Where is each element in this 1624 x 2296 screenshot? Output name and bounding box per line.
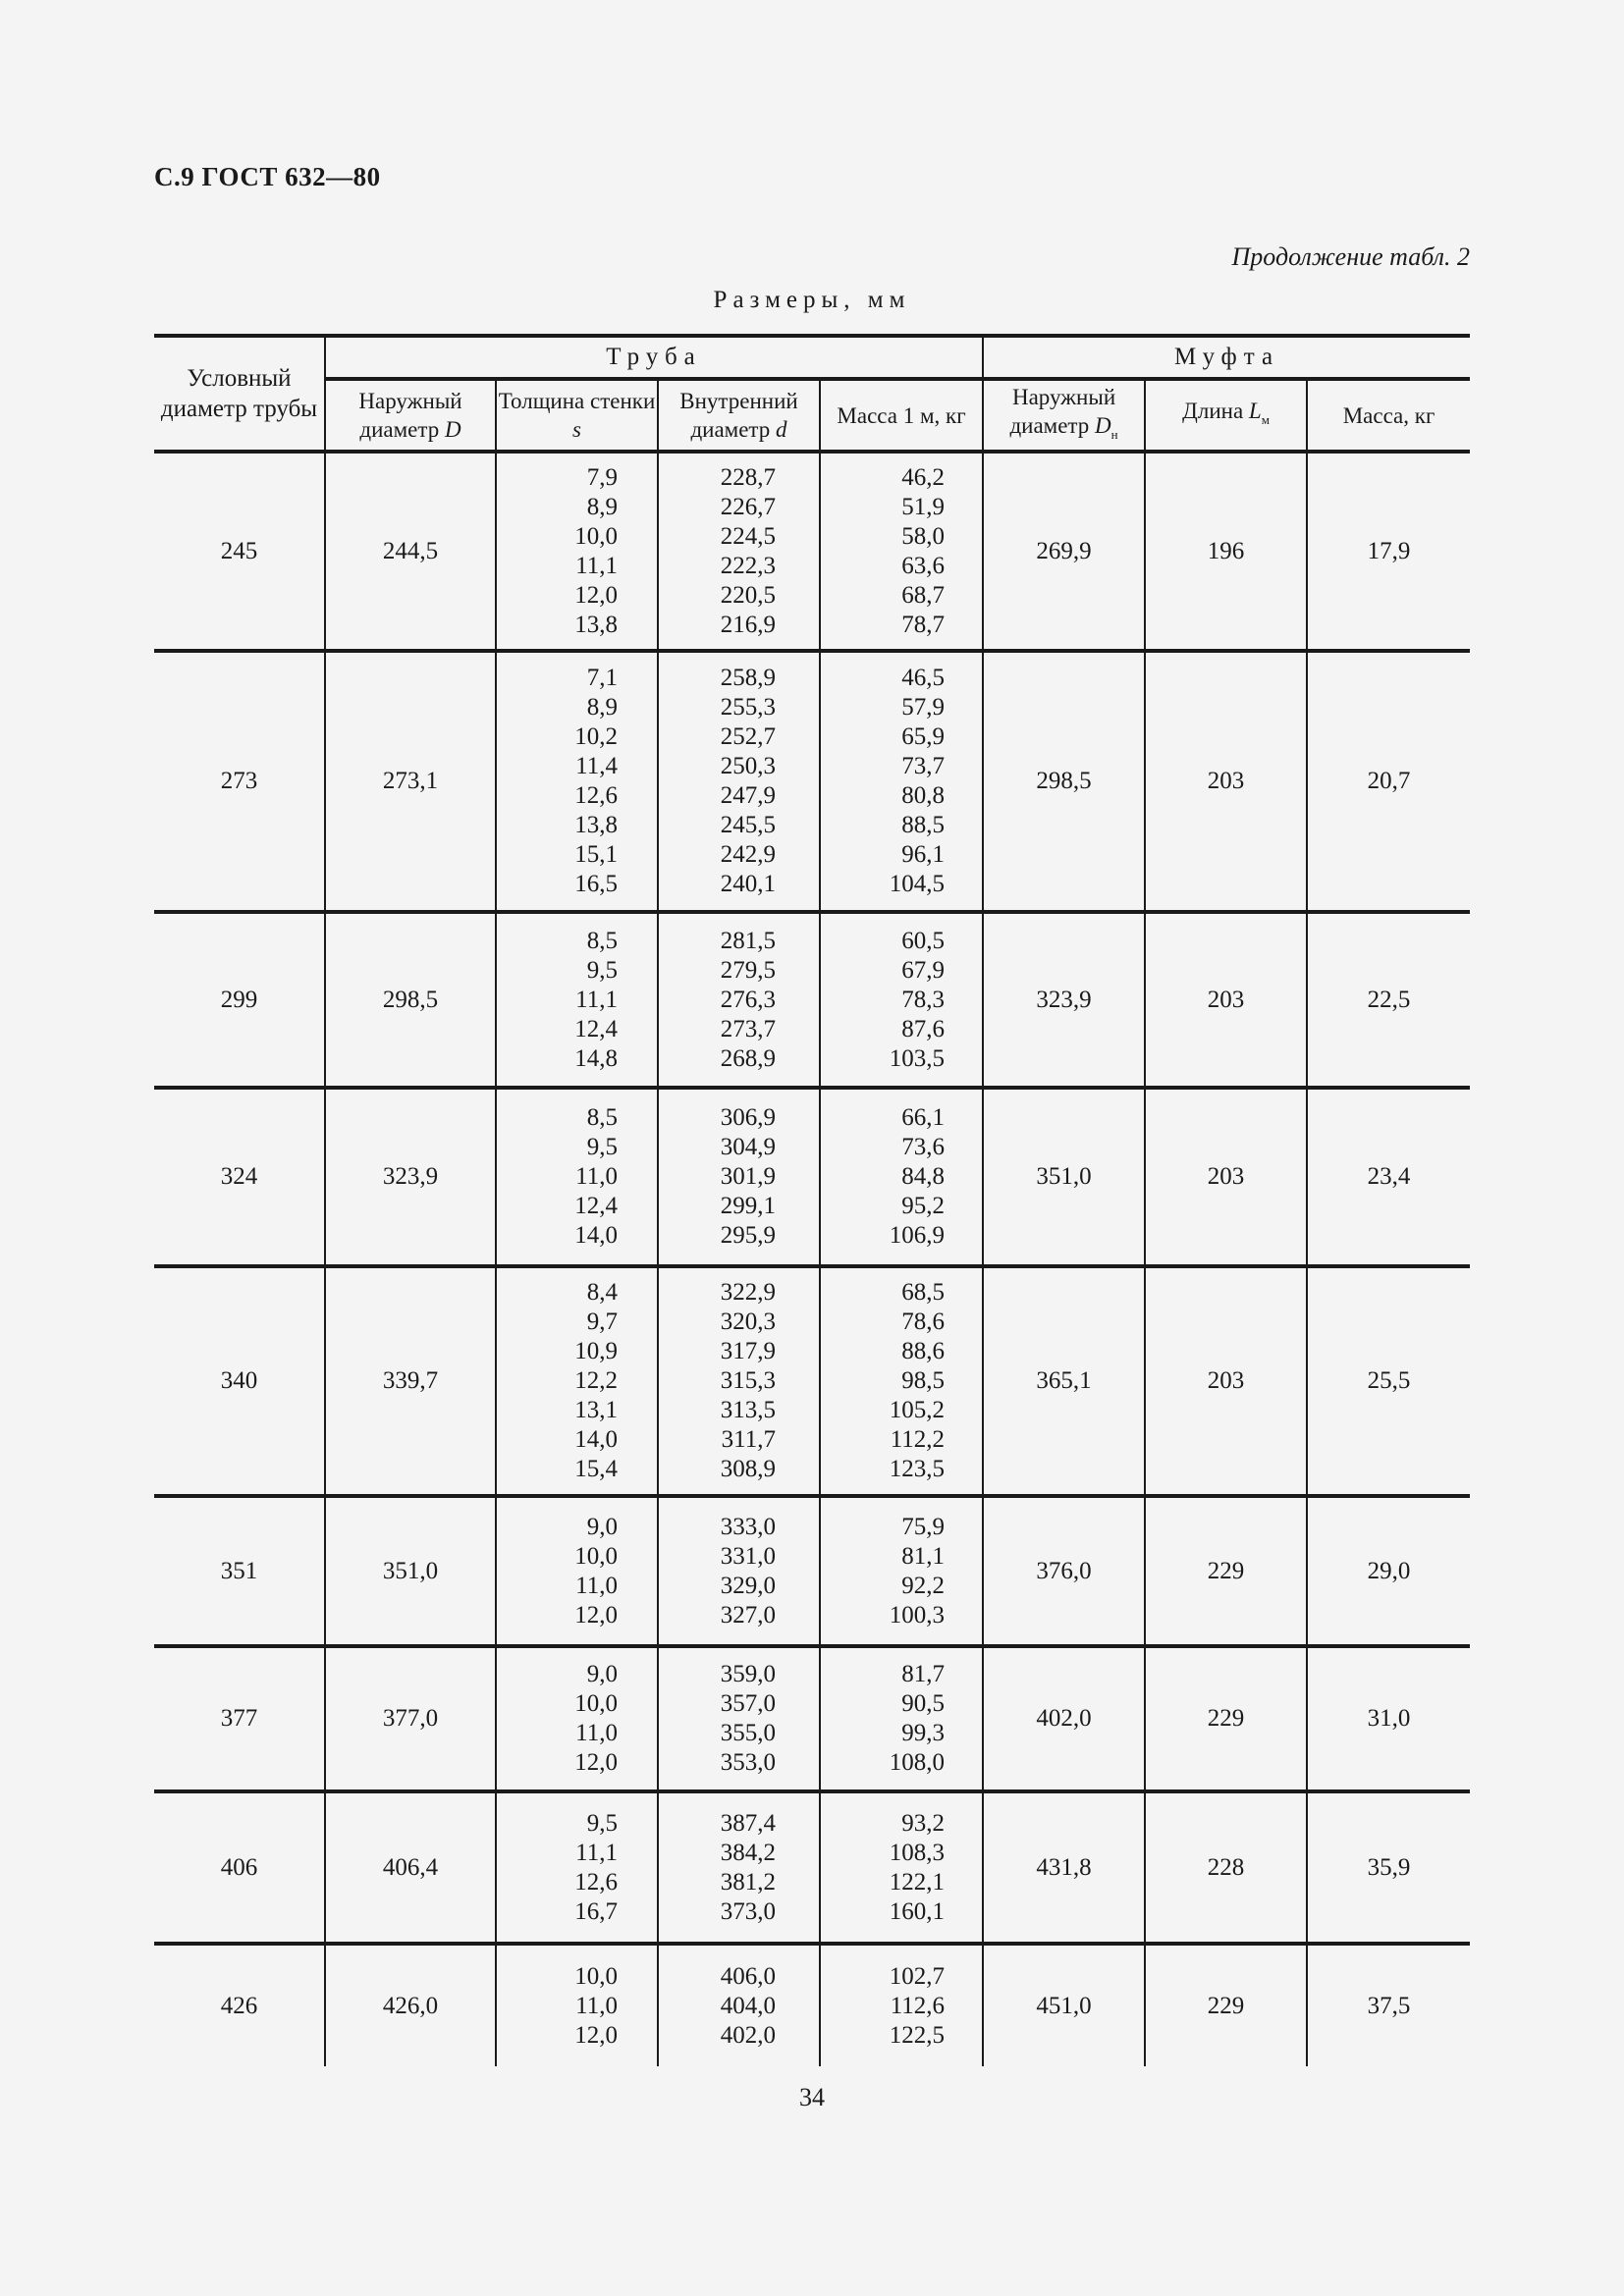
cell-inner-diameter-value: 224,5 — [720, 522, 776, 550]
cell-inner-diameter — [658, 651, 820, 912]
cell-coupling-mass: 23,4 — [1307, 1088, 1470, 1266]
cell-inner-diameter-value: 329,0 — [720, 1572, 776, 1599]
cell-wall-thickness — [496, 1496, 658, 1646]
cell-inner-diameter-value: 355,0 — [720, 1720, 776, 1746]
cell-inner-diameter-value: 245,5 — [720, 812, 776, 838]
cell-pipe-outer-diameter: 323,9 — [325, 1088, 496, 1266]
table-row — [154, 1088, 1470, 1266]
cell-wall-thickness-value: 8,9 — [586, 493, 618, 520]
cell-coupling-length: 228 — [1145, 1791, 1307, 1944]
cell-wall-thickness-value: 9,0 — [586, 1513, 618, 1540]
cell-pipe-outer-diameter: 351,0 — [325, 1496, 496, 1646]
cell-wall-thickness-value: 9,0 — [586, 1661, 618, 1687]
cell-coupling-outer-diameter: 365,1 — [983, 1266, 1145, 1496]
cell-wall-thickness-value: 14,0 — [574, 1426, 618, 1453]
cell-wall-thickness-value: 12,4 — [574, 1193, 618, 1219]
cell-wall-thickness-value: 15,4 — [574, 1456, 618, 1482]
cell-inner-diameter-value: 258,9 — [720, 665, 776, 691]
cell-mass-per-meter-value: 108,3 — [889, 1839, 946, 1866]
cell-wall-thickness — [496, 912, 658, 1088]
cell-nominal-diameter: 273 — [154, 651, 325, 912]
cell-wall-thickness — [496, 1944, 658, 2066]
cell-mass-per-meter-value: 87,6 — [901, 1015, 946, 1042]
cell-nominal-diameter: 299 — [154, 912, 325, 1088]
cell-inner-diameter-value: 252,7 — [720, 723, 776, 750]
cell-wall-thickness-value: 10,9 — [574, 1338, 618, 1364]
cell-wall-thickness-value: 10,2 — [574, 723, 618, 750]
cell-inner-diameter-value: 315,3 — [720, 1367, 776, 1394]
cell-wall-thickness-value: 8,4 — [586, 1279, 618, 1306]
page-header: С.9 ГОСТ 632—80 — [154, 162, 381, 191]
cell-inner-diameter-value: 299,1 — [720, 1193, 776, 1219]
cell-pipe-outer-diameter: 339,7 — [325, 1266, 496, 1496]
cell-inner-diameter-value: 222,3 — [720, 552, 776, 579]
cell-mass-per-meter-value: 160,1 — [889, 1897, 946, 1925]
header-nominal-diameter: Условный диаметр трубы — [154, 336, 325, 452]
table-row — [154, 1791, 1470, 1944]
cell-inner-diameter-value: 255,3 — [720, 694, 776, 721]
cell-nominal-diameter: 340 — [154, 1266, 325, 1496]
cell-mass-per-meter-value: 68,7 — [901, 581, 946, 609]
cell-mass-per-meter-value: 46,2 — [901, 463, 946, 491]
cell-wall-thickness — [496, 1646, 658, 1791]
cell-pipe-outer-diameter: 406,4 — [325, 1791, 496, 1944]
cell-wall-thickness — [496, 651, 658, 912]
cell-mass-per-meter-value: 63,6 — [901, 552, 946, 579]
table-row — [154, 651, 1470, 912]
cell-wall-thickness-value: 10,0 — [574, 522, 618, 550]
cell-wall-thickness-value: 11,0 — [575, 1163, 618, 1190]
cell-mass-per-meter-value: 104,5 — [889, 871, 946, 897]
table-row — [154, 1266, 1470, 1496]
cell-coupling-mass: 25,5 — [1307, 1266, 1470, 1496]
cell-inner-diameter — [658, 1088, 820, 1266]
cell-coupling-outer-diameter: 298,5 — [983, 651, 1145, 912]
cell-mass-per-meter-value: 81,1 — [901, 1542, 946, 1570]
cell-coupling-length: 229 — [1145, 1944, 1307, 2066]
cell-wall-thickness-value: 13,1 — [574, 1397, 618, 1423]
cell-wall-thickness-value: 14,8 — [574, 1044, 618, 1072]
header-mass-per-meter: Масса 1 м, кг — [820, 379, 983, 452]
cell-wall-thickness-value: 12,0 — [574, 581, 618, 609]
cell-nominal-diameter: 351 — [154, 1496, 325, 1646]
cell-wall-thickness-value: 8,5 — [586, 927, 618, 954]
cell-mass-per-meter-value: 73,7 — [901, 753, 946, 779]
cell-inner-diameter-value: 226,7 — [720, 493, 776, 520]
table-row — [154, 1646, 1470, 1791]
cell-wall-thickness-value: 11,1 — [575, 986, 618, 1013]
cell-inner-diameter-value: 301,9 — [720, 1163, 776, 1190]
cell-wall-thickness-value: 9,7 — [586, 1308, 618, 1335]
cell-wall-thickness — [496, 452, 658, 651]
cell-nominal-diameter: 426 — [154, 1944, 325, 2066]
cell-wall-thickness-value: 12,0 — [574, 1601, 618, 1629]
cell-inner-diameter-value: 359,0 — [720, 1661, 776, 1687]
cell-coupling-outer-diameter: 269,9 — [983, 452, 1145, 651]
cell-coupling-length: 229 — [1145, 1646, 1307, 1791]
cell-wall-thickness-value: 9,5 — [586, 1134, 618, 1160]
cell-inner-diameter-value: 268,9 — [720, 1044, 776, 1072]
cell-wall-thickness-value: 11,1 — [575, 552, 618, 579]
cell-inner-diameter-value: 322,9 — [720, 1279, 776, 1306]
cell-wall-thickness-value: 16,7 — [574, 1897, 618, 1925]
header-wall-thickness: Толщина стенки s — [496, 379, 658, 452]
cell-wall-thickness-value: 12,0 — [574, 2021, 618, 2049]
cell-inner-diameter-value: 240,1 — [720, 871, 776, 897]
cell-wall-thickness-value: 12,2 — [574, 1367, 618, 1394]
cell-inner-diameter-value: 281,5 — [720, 927, 776, 954]
cell-mass-per-meter-value: 122,1 — [889, 1868, 946, 1896]
table-continuation-label: Продолжение табл. 2 — [1231, 242, 1470, 271]
cell-coupling-mass: 29,0 — [1307, 1496, 1470, 1646]
cell-wall-thickness-value: 11,4 — [575, 753, 618, 779]
cell-wall-thickness-value: 11,0 — [575, 1720, 618, 1746]
cell-mass-per-meter-value: 99,3 — [901, 1720, 946, 1746]
cell-nominal-diameter: 245 — [154, 452, 325, 651]
cell-mass-per-meter-value: 67,9 — [901, 956, 946, 984]
cell-wall-thickness-value: 10,0 — [574, 1962, 618, 1990]
cell-wall-thickness-value: 8,9 — [586, 694, 618, 721]
cell-coupling-mass: 20,7 — [1307, 651, 1470, 912]
cell-coupling-outer-diameter: 323,9 — [983, 912, 1145, 1088]
cell-mass-per-meter-value: 57,9 — [901, 694, 946, 721]
cell-inner-diameter-value: 333,0 — [720, 1513, 776, 1540]
cell-mass-per-meter-value: 98,5 — [901, 1367, 946, 1394]
pipe-dimensions-table — [154, 334, 1470, 2066]
table-body — [154, 452, 1470, 2066]
cell-coupling-mass: 31,0 — [1307, 1646, 1470, 1791]
table-row — [154, 1944, 1470, 2066]
cell-wall-thickness-value: 13,8 — [574, 611, 618, 638]
table-row — [154, 912, 1470, 1088]
cell-inner-diameter — [658, 1266, 820, 1496]
cell-coupling-mass: 17,9 — [1307, 452, 1470, 651]
cell-inner-diameter-value: 357,0 — [720, 1690, 776, 1717]
cell-wall-thickness-value: 11,0 — [575, 1572, 618, 1599]
cell-inner-diameter-value: 402,0 — [720, 2021, 776, 2049]
cell-wall-thickness-value: 7,1 — [586, 665, 618, 691]
cell-pipe-outer-diameter: 298,5 — [325, 912, 496, 1088]
cell-mass-per-meter — [820, 1791, 983, 1944]
cell-coupling-length: 203 — [1145, 651, 1307, 912]
cell-mass-per-meter-value: 46,5 — [901, 665, 946, 691]
cell-mass-per-meter-value: 58,0 — [901, 522, 946, 550]
cell-mass-per-meter-value: 80,8 — [901, 782, 946, 809]
cell-coupling-length: 203 — [1145, 912, 1307, 1088]
cell-inner-diameter-value: 404,0 — [720, 1992, 776, 2019]
cell-wall-thickness-value: 8,5 — [586, 1104, 618, 1131]
cell-wall-thickness-value: 13,8 — [574, 812, 618, 838]
cell-coupling-outer-diameter: 431,8 — [983, 1791, 1145, 1944]
cell-mass-per-meter-value: 73,6 — [901, 1134, 946, 1160]
table-row — [154, 1496, 1470, 1646]
cell-inner-diameter-value: 406,0 — [720, 1962, 776, 1990]
cell-mass-per-meter — [820, 651, 983, 912]
cell-wall-thickness-value: 16,5 — [574, 871, 618, 897]
header-coupling-length: Длина $L_м$ — [1145, 379, 1307, 452]
cell-wall-thickness-value: 10,0 — [574, 1690, 618, 1717]
cell-inner-diameter-value: 295,9 — [720, 1222, 776, 1249]
header-group-coupling: Муфта — [983, 336, 1470, 379]
cell-wall-thickness-value: 14,0 — [574, 1222, 618, 1249]
cell-coupling-mass: 37,5 — [1307, 1944, 1470, 2066]
cell-inner-diameter-value: 242,9 — [720, 841, 776, 868]
header-inner-diameter: Внутренний диаметр d — [658, 379, 820, 452]
cell-inner-diameter-value: 306,9 — [720, 1104, 776, 1131]
cell-inner-diameter — [658, 452, 820, 651]
cell-inner-diameter-value: 276,3 — [720, 986, 776, 1013]
cell-inner-diameter — [658, 1496, 820, 1646]
cell-coupling-length: 229 — [1145, 1496, 1307, 1646]
cell-mass-per-meter-value: 88,5 — [901, 812, 946, 838]
cell-inner-diameter-value: 384,2 — [720, 1839, 776, 1866]
cell-pipe-outer-diameter: 244,5 — [325, 452, 496, 651]
cell-wall-thickness-value: 9,5 — [586, 956, 618, 984]
cell-mass-per-meter-value: 95,2 — [901, 1193, 946, 1219]
cell-inner-diameter-value: 279,5 — [720, 956, 776, 984]
cell-mass-per-meter-value: 108,0 — [889, 1749, 946, 1776]
cell-mass-per-meter-value: 75,9 — [901, 1513, 946, 1540]
cell-mass-per-meter-value: 66,1 — [901, 1104, 946, 1131]
header-coupling-mass: Масса, кг — [1307, 379, 1470, 452]
units-caption: Размеры, мм — [713, 287, 911, 313]
cell-nominal-diameter: 377 — [154, 1646, 325, 1791]
cell-mass-per-meter-value: 84,8 — [901, 1163, 946, 1190]
cell-coupling-outer-diameter: 451,0 — [983, 1944, 1145, 2066]
page-number: 34 — [799, 2083, 825, 2111]
cell-coupling-mass: 35,9 — [1307, 1791, 1470, 1944]
header-pipe-outer-diameter: Наружный диаметр D — [325, 379, 496, 452]
cell-nominal-diameter: 324 — [154, 1088, 325, 1266]
cell-mass-per-meter-value: 100,3 — [889, 1601, 946, 1629]
cell-mass-per-meter-value: 93,2 — [901, 1809, 946, 1837]
cell-inner-diameter-value: 304,9 — [720, 1134, 776, 1160]
cell-mass-per-meter-value: 96,1 — [901, 841, 946, 868]
cell-wall-thickness-value: 12,6 — [574, 1868, 618, 1896]
table-row — [154, 452, 1470, 651]
cell-mass-per-meter-value: 92,2 — [901, 1572, 946, 1599]
cell-inner-diameter-value: 220,5 — [720, 581, 776, 609]
cell-mass-per-meter-value: 65,9 — [901, 723, 946, 750]
cell-inner-diameter-value: 308,9 — [720, 1456, 776, 1482]
cell-wall-thickness-value: 12,0 — [574, 1749, 618, 1776]
cell-wall-thickness-value: 11,0 — [575, 1992, 618, 2019]
cell-wall-thickness-value: 12,4 — [574, 1015, 618, 1042]
cell-mass-per-meter-value: 60,5 — [901, 927, 946, 954]
cell-inner-diameter-value: 250,3 — [720, 753, 776, 779]
cell-mass-per-meter-value: 90,5 — [901, 1690, 946, 1717]
cell-inner-diameter-value: 273,7 — [720, 1015, 776, 1042]
cell-inner-diameter-value: 317,9 — [720, 1338, 776, 1364]
cell-inner-diameter-value: 247,9 — [720, 782, 776, 809]
cell-pipe-outer-diameter: 377,0 — [325, 1646, 496, 1791]
cell-inner-diameter — [658, 1944, 820, 2066]
cell-wall-thickness-value: 15,1 — [574, 841, 618, 868]
cell-pipe-outer-diameter: 273,1 — [325, 651, 496, 912]
cell-mass-per-meter-value: 78,6 — [901, 1308, 946, 1335]
cell-mass-per-meter-value: 112,2 — [890, 1426, 946, 1453]
cell-inner-diameter — [658, 1791, 820, 1944]
cell-mass-per-meter — [820, 1266, 983, 1496]
cell-wall-thickness-value: 9,5 — [586, 1809, 618, 1837]
cell-mass-per-meter-value: 102,7 — [889, 1962, 946, 1990]
cell-mass-per-meter-value: 112,6 — [890, 1992, 946, 2019]
cell-inner-diameter-value: 228,7 — [720, 463, 776, 491]
cell-mass-per-meter — [820, 1088, 983, 1266]
cell-coupling-length: 196 — [1145, 452, 1307, 651]
cell-mass-per-meter-value: 88,6 — [901, 1338, 946, 1364]
cell-wall-thickness — [496, 1791, 658, 1944]
cell-mass-per-meter — [820, 1944, 983, 2066]
cell-mass-per-meter-value: 103,5 — [889, 1044, 946, 1072]
cell-pipe-outer-diameter: 426,0 — [325, 1944, 496, 2066]
header-group-pipe: Труба — [325, 336, 983, 379]
cell-mass-per-meter — [820, 1646, 983, 1791]
cell-wall-thickness-value: 11,1 — [575, 1839, 618, 1866]
cell-inner-diameter — [658, 912, 820, 1088]
cell-coupling-outer-diameter: 351,0 — [983, 1088, 1145, 1266]
cell-wall-thickness-value: 7,9 — [586, 463, 618, 491]
cell-inner-diameter-value: 381,2 — [720, 1868, 776, 1896]
cell-nominal-diameter: 406 — [154, 1791, 325, 1944]
cell-mass-per-meter-value: 78,7 — [901, 611, 946, 638]
cell-mass-per-meter — [820, 452, 983, 651]
cell-inner-diameter-value: 387,4 — [720, 1809, 776, 1837]
cell-wall-thickness — [496, 1266, 658, 1496]
cell-coupling-length: 203 — [1145, 1088, 1307, 1266]
cell-inner-diameter-value: 320,3 — [720, 1308, 776, 1335]
cell-inner-diameter-value: 331,0 — [720, 1542, 776, 1570]
cell-inner-diameter-value: 353,0 — [720, 1749, 776, 1776]
cell-mass-per-meter-value: 51,9 — [901, 493, 946, 520]
cell-mass-per-meter-value: 123,5 — [889, 1456, 946, 1482]
cell-wall-thickness-value: 10,0 — [574, 1542, 618, 1570]
header-coupling-outer-diameter: Наружный диаметр $D_н$ — [983, 379, 1145, 452]
cell-inner-diameter-value: 311,7 — [721, 1426, 776, 1453]
cell-inner-diameter-value: 216,9 — [720, 611, 776, 638]
cell-inner-diameter-value: 327,0 — [720, 1601, 776, 1629]
cell-inner-diameter-value: 373,0 — [720, 1897, 776, 1925]
cell-wall-thickness-value: 12,6 — [574, 782, 618, 809]
cell-mass-per-meter-value: 81,7 — [901, 1661, 946, 1687]
cell-mass-per-meter-value: 68,5 — [901, 1279, 946, 1306]
cell-coupling-length: 203 — [1145, 1266, 1307, 1496]
cell-mass-per-meter-value: 122,5 — [889, 2021, 946, 2049]
cell-mass-per-meter-value: 78,3 — [901, 986, 946, 1013]
cell-coupling-outer-diameter: 376,0 — [983, 1496, 1145, 1646]
cell-coupling-mass: 22,5 — [1307, 912, 1470, 1088]
cell-wall-thickness — [496, 1088, 658, 1266]
cell-inner-diameter — [658, 1646, 820, 1791]
cell-mass-per-meter — [820, 912, 983, 1088]
cell-mass-per-meter-value: 106,9 — [889, 1222, 946, 1249]
cell-mass-per-meter — [820, 1496, 983, 1646]
cell-inner-diameter-value: 313,5 — [720, 1397, 776, 1423]
cell-mass-per-meter-value: 105,2 — [889, 1397, 946, 1423]
cell-coupling-outer-diameter: 402,0 — [983, 1646, 1145, 1791]
